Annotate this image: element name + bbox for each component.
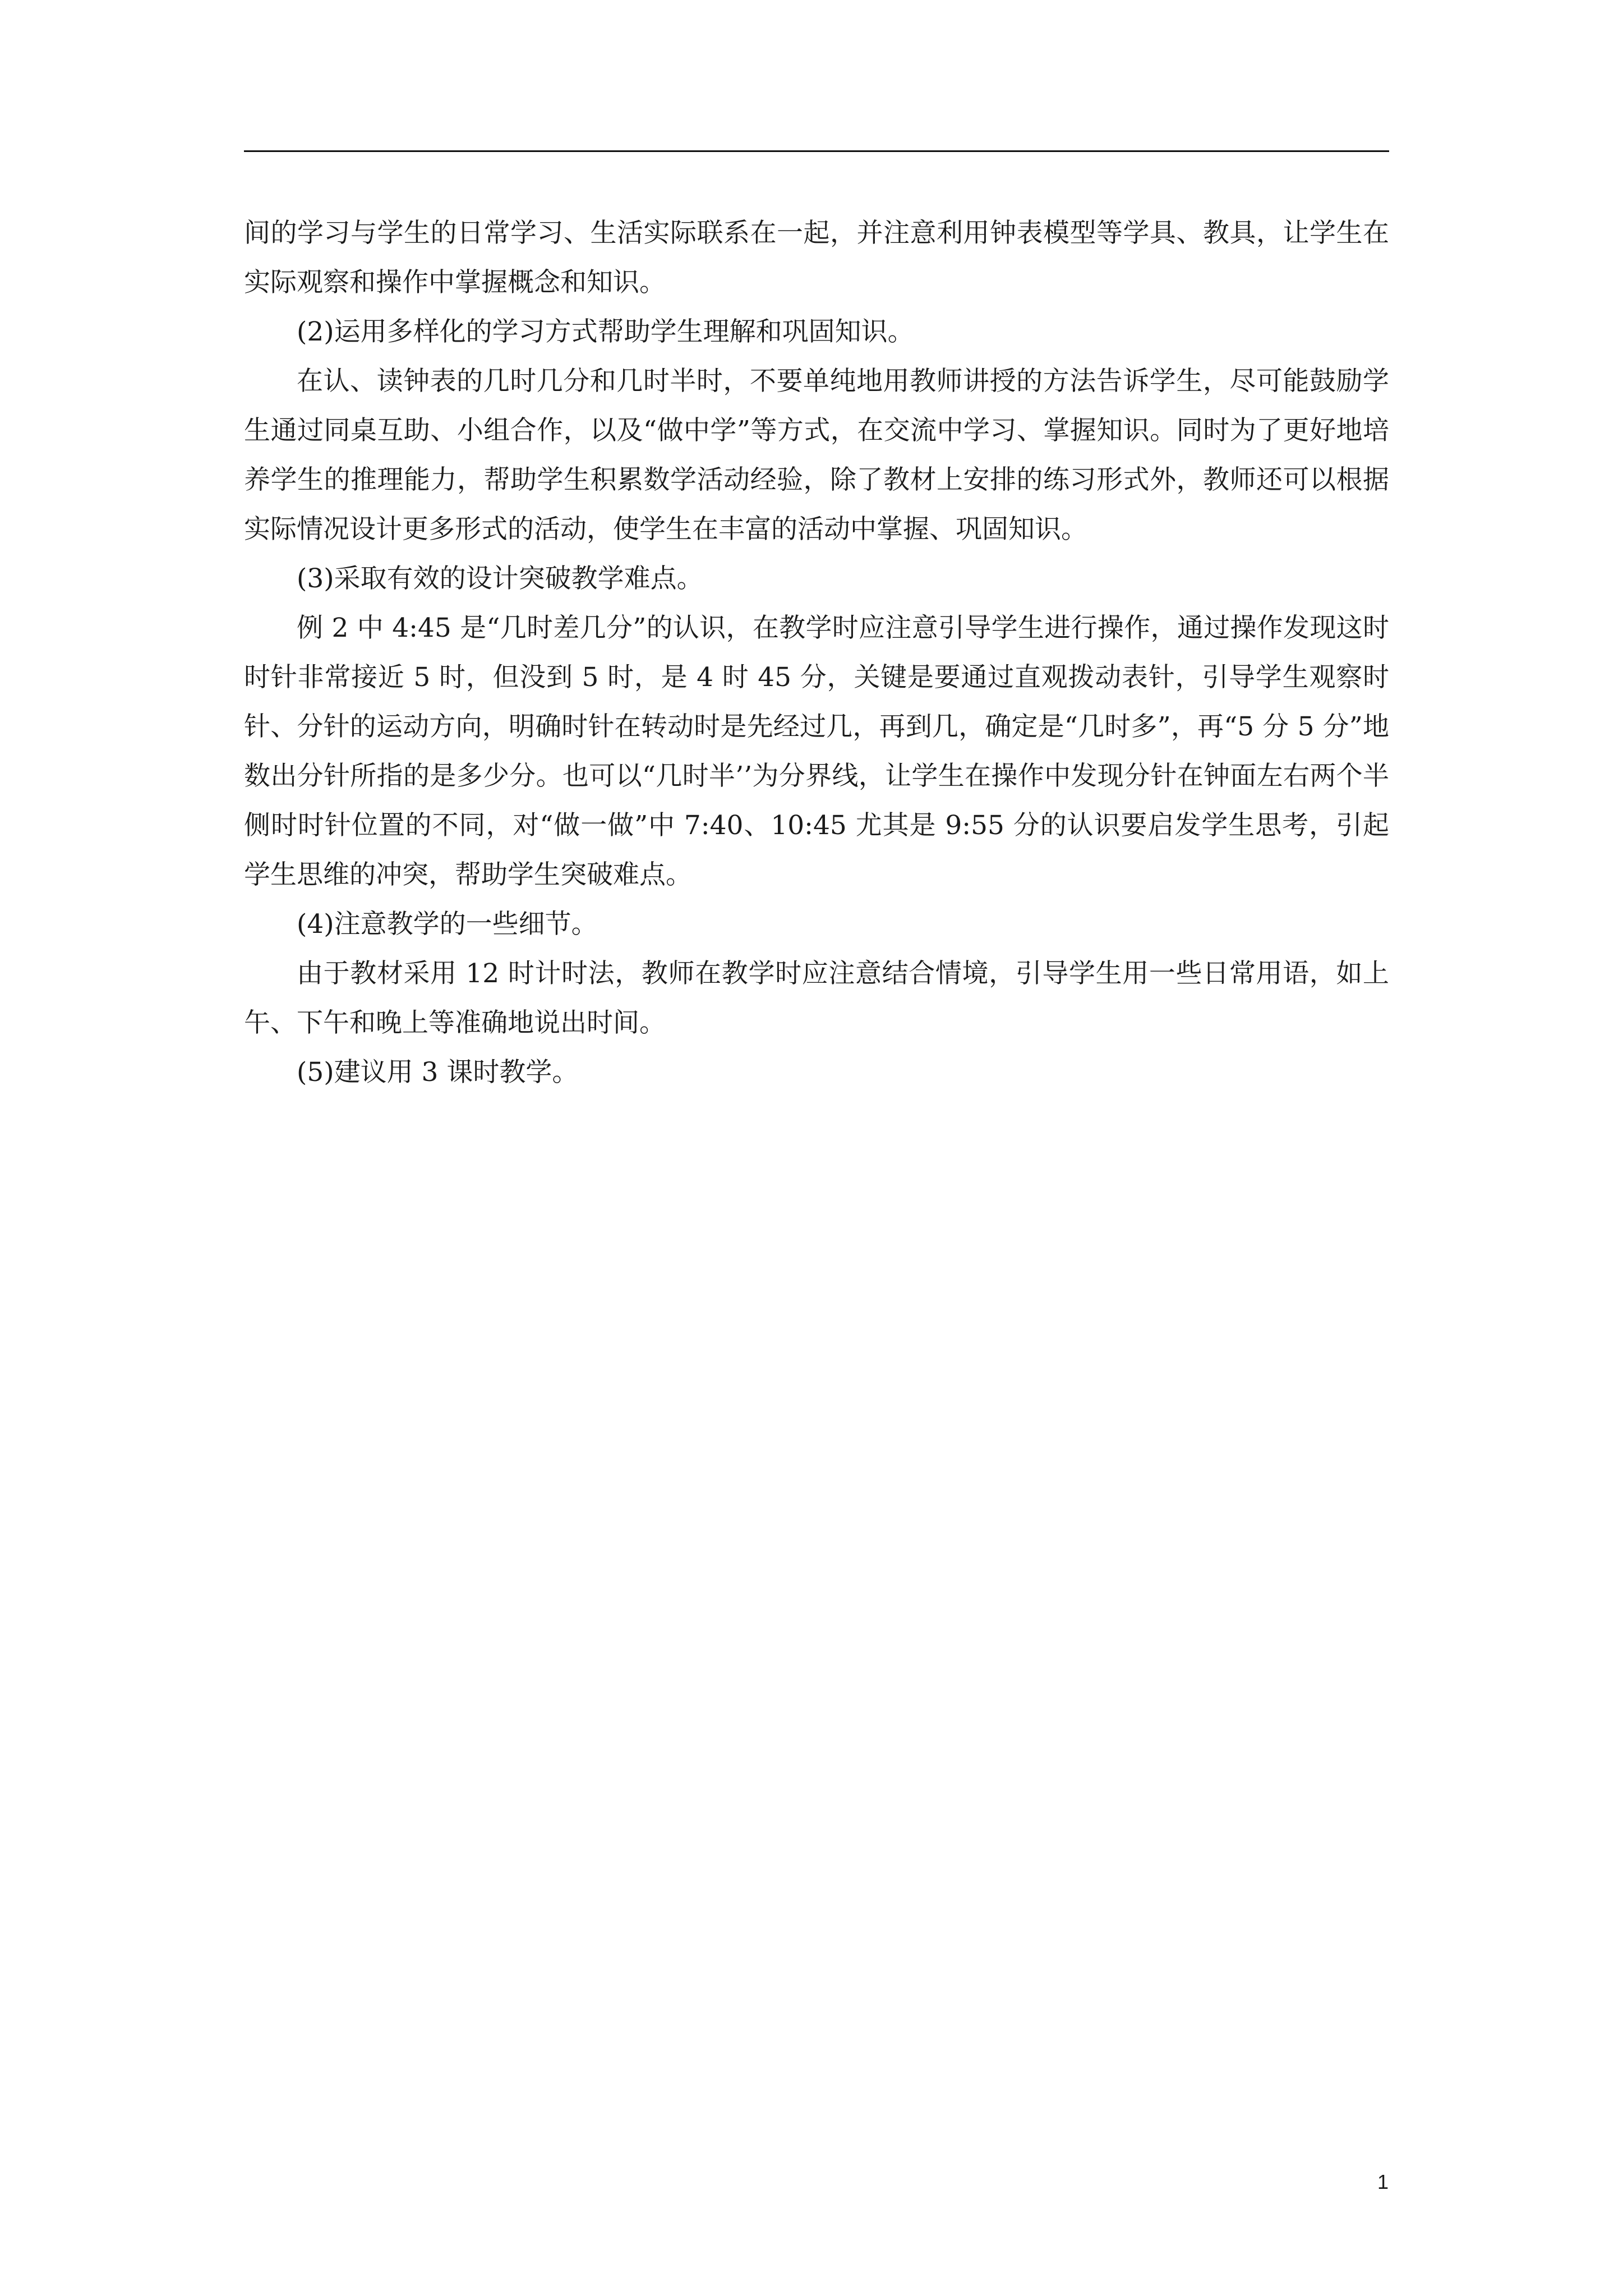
heading-point-4: (4)注意教学的一些细节。	[297, 909, 598, 940]
heading-point-2: (2)运用多样化的学习方式帮助学生理解和巩固知识。	[297, 316, 914, 347]
page-number: 1	[1377, 2170, 1389, 2193]
paragraph-example-2: 例 2 中 4:45 是“几时差几分”的认识，在教学时应注意引导学生进行操作，通过操作发现这时时针非常接近 5 时，但没到 5 时，是 4 时 45 分，关键是要通过直观拨动表针，引导学生观察时针、分针的运动方向，明确时针在转动时是先经过几，再到几，确定是“几时多”，再“5 分 5 分”地数出分针所指的是多少分。也可以“几时半’’为分界线，让学生在操作中发现分针在钟面左右两个半侧时时针位置的不同，对“做一做”中 7:40、10:45 尤其是 9:55 分的认识要启发学生思考，引起学生思维的冲突，帮助学生突破难点。	[244, 613, 1390, 890]
paragraph-reading-clock: 在认、读钟表的几时几分和几时半时，不要单纯地用教师讲授的方法告诉学生，尽可能鼓励学生通过同桌互助、小组合作，以及“做中学”等方式，在交流中学习、掌握知识。同时为了更好地培养学生的推理能力，帮助学生积累数学活动经验，除了教材上安排的练习形式外，教师还可以根据实际情况设计更多形式的活动，使学生在丰富的活动中掌握、巩固知识。	[244, 366, 1389, 545]
heading-point-3: (3)采取有效的设计突破教学难点。	[297, 563, 703, 594]
header-rule	[244, 150, 1389, 152]
heading-point-5: (5)建议用 3 课时教学。	[297, 1057, 579, 1088]
paragraph-continuation: 间的学习与学生的日常学习、生活实际联系在一起，并注意利用钟表模型等学具、教具，让学生在实际观察和操作中掌握概念和知识。	[244, 218, 1389, 298]
paragraph-12-hour-clock: 由于教材采用 12 时计时法，教师在教学时应注意结合情境，引导学生用一些日常用语，如上午、下午和晚上等准确地说出时间。	[244, 958, 1389, 1038]
body-text	[244, 209, 1389, 1097]
